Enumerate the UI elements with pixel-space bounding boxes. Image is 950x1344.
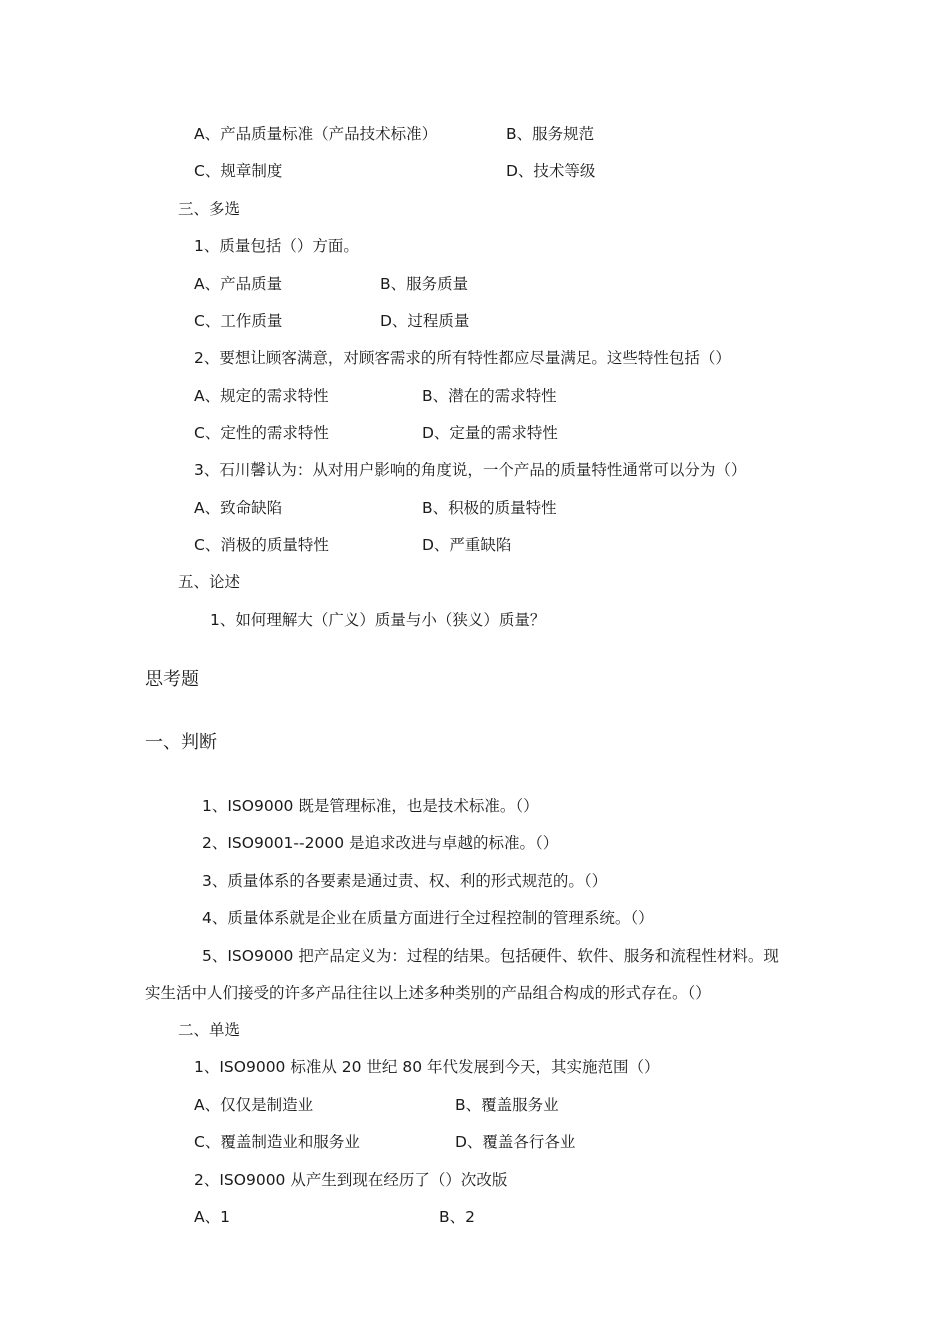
question-text: 1、ISO9000 标准从 20 世纪 80 年代发展到今天，其实施范围（） xyxy=(194,1058,660,1076)
option-a: A、规定的需求特性 xyxy=(194,387,329,405)
option-a: A、仅仅是制造业 xyxy=(194,1096,314,1114)
question-text: 2、要想让顾客满意，对顾客需求的所有特性都应尽量满足。这些特性包括（） xyxy=(194,349,731,367)
option-b: B、潜在的需求特性 xyxy=(422,387,557,405)
section-heading-single: 二、单选 xyxy=(178,1021,241,1039)
question-text: 5、ISO9000 把产品定义为：过程的结果。包括硬件、软件、服务和流程性材料。现 xyxy=(202,947,779,965)
option-a: A、致命缺陷 xyxy=(194,499,283,517)
option-c: C、消极的质量特性 xyxy=(194,536,329,554)
question-text: 4、质量体系就是企业在质量方面进行全过程控制的管理系统。（） xyxy=(202,909,654,927)
question-text: 1、质量包括（）方面。 xyxy=(194,237,359,255)
option-c: C、规章制度 xyxy=(194,162,283,180)
option-b: B、覆盖服务业 xyxy=(455,1096,559,1114)
question-text-continued: 实生活中人们接受的许多产品往往以上述多种类别的产品组合构成的形式存在。（） xyxy=(145,984,711,1002)
option-d: D、定量的需求特性 xyxy=(422,424,558,442)
question-text: 1、ISO9000 既是管理标准，也是技术标准。（） xyxy=(202,797,539,815)
option-d: D、严重缺陷 xyxy=(422,536,512,554)
section-heading-judge: 一、判断 xyxy=(145,732,217,753)
option-a: A、1 xyxy=(194,1208,230,1226)
option-c: C、工作质量 xyxy=(194,312,283,330)
question-text: 3、石川馨认为：从对用户影响的角度说，一个产品的质量特性通常可以分为（） xyxy=(194,461,747,479)
option-d: D、技术等级 xyxy=(506,162,596,180)
question-text: 1、如何理解大（广义）质量与小（狭义）质量？ xyxy=(210,611,546,629)
option-a: A、产品质量 xyxy=(194,275,283,293)
page-title: 思考题 xyxy=(145,669,199,690)
section-heading-multi: 三、多选 xyxy=(178,200,241,218)
question-text: 2、ISO9001--2000 是追求改进与卓越的标准。（） xyxy=(202,834,559,852)
section-heading-essay: 五、论述 xyxy=(178,573,241,591)
option-c: C、覆盖制造业和服务业 xyxy=(194,1133,360,1151)
option-d: D、覆盖各行各业 xyxy=(455,1133,576,1151)
question-text: 3、质量体系的各要素是通过责、权、利的形式规范的。（） xyxy=(202,872,608,890)
option-b: B、积极的质量特性 xyxy=(422,499,557,517)
option-a: A、产品质量标准（产品技术标准） xyxy=(194,125,438,143)
option-d: D、过程质量 xyxy=(380,312,470,330)
option-b: B、服务质量 xyxy=(380,275,469,293)
question-text: 2、ISO9000 从产生到现在经历了（）次改版 xyxy=(194,1171,508,1189)
option-b: B、服务规范 xyxy=(506,125,595,143)
option-b: B、2 xyxy=(439,1208,475,1226)
option-c: C、定性的需求特性 xyxy=(194,424,329,442)
